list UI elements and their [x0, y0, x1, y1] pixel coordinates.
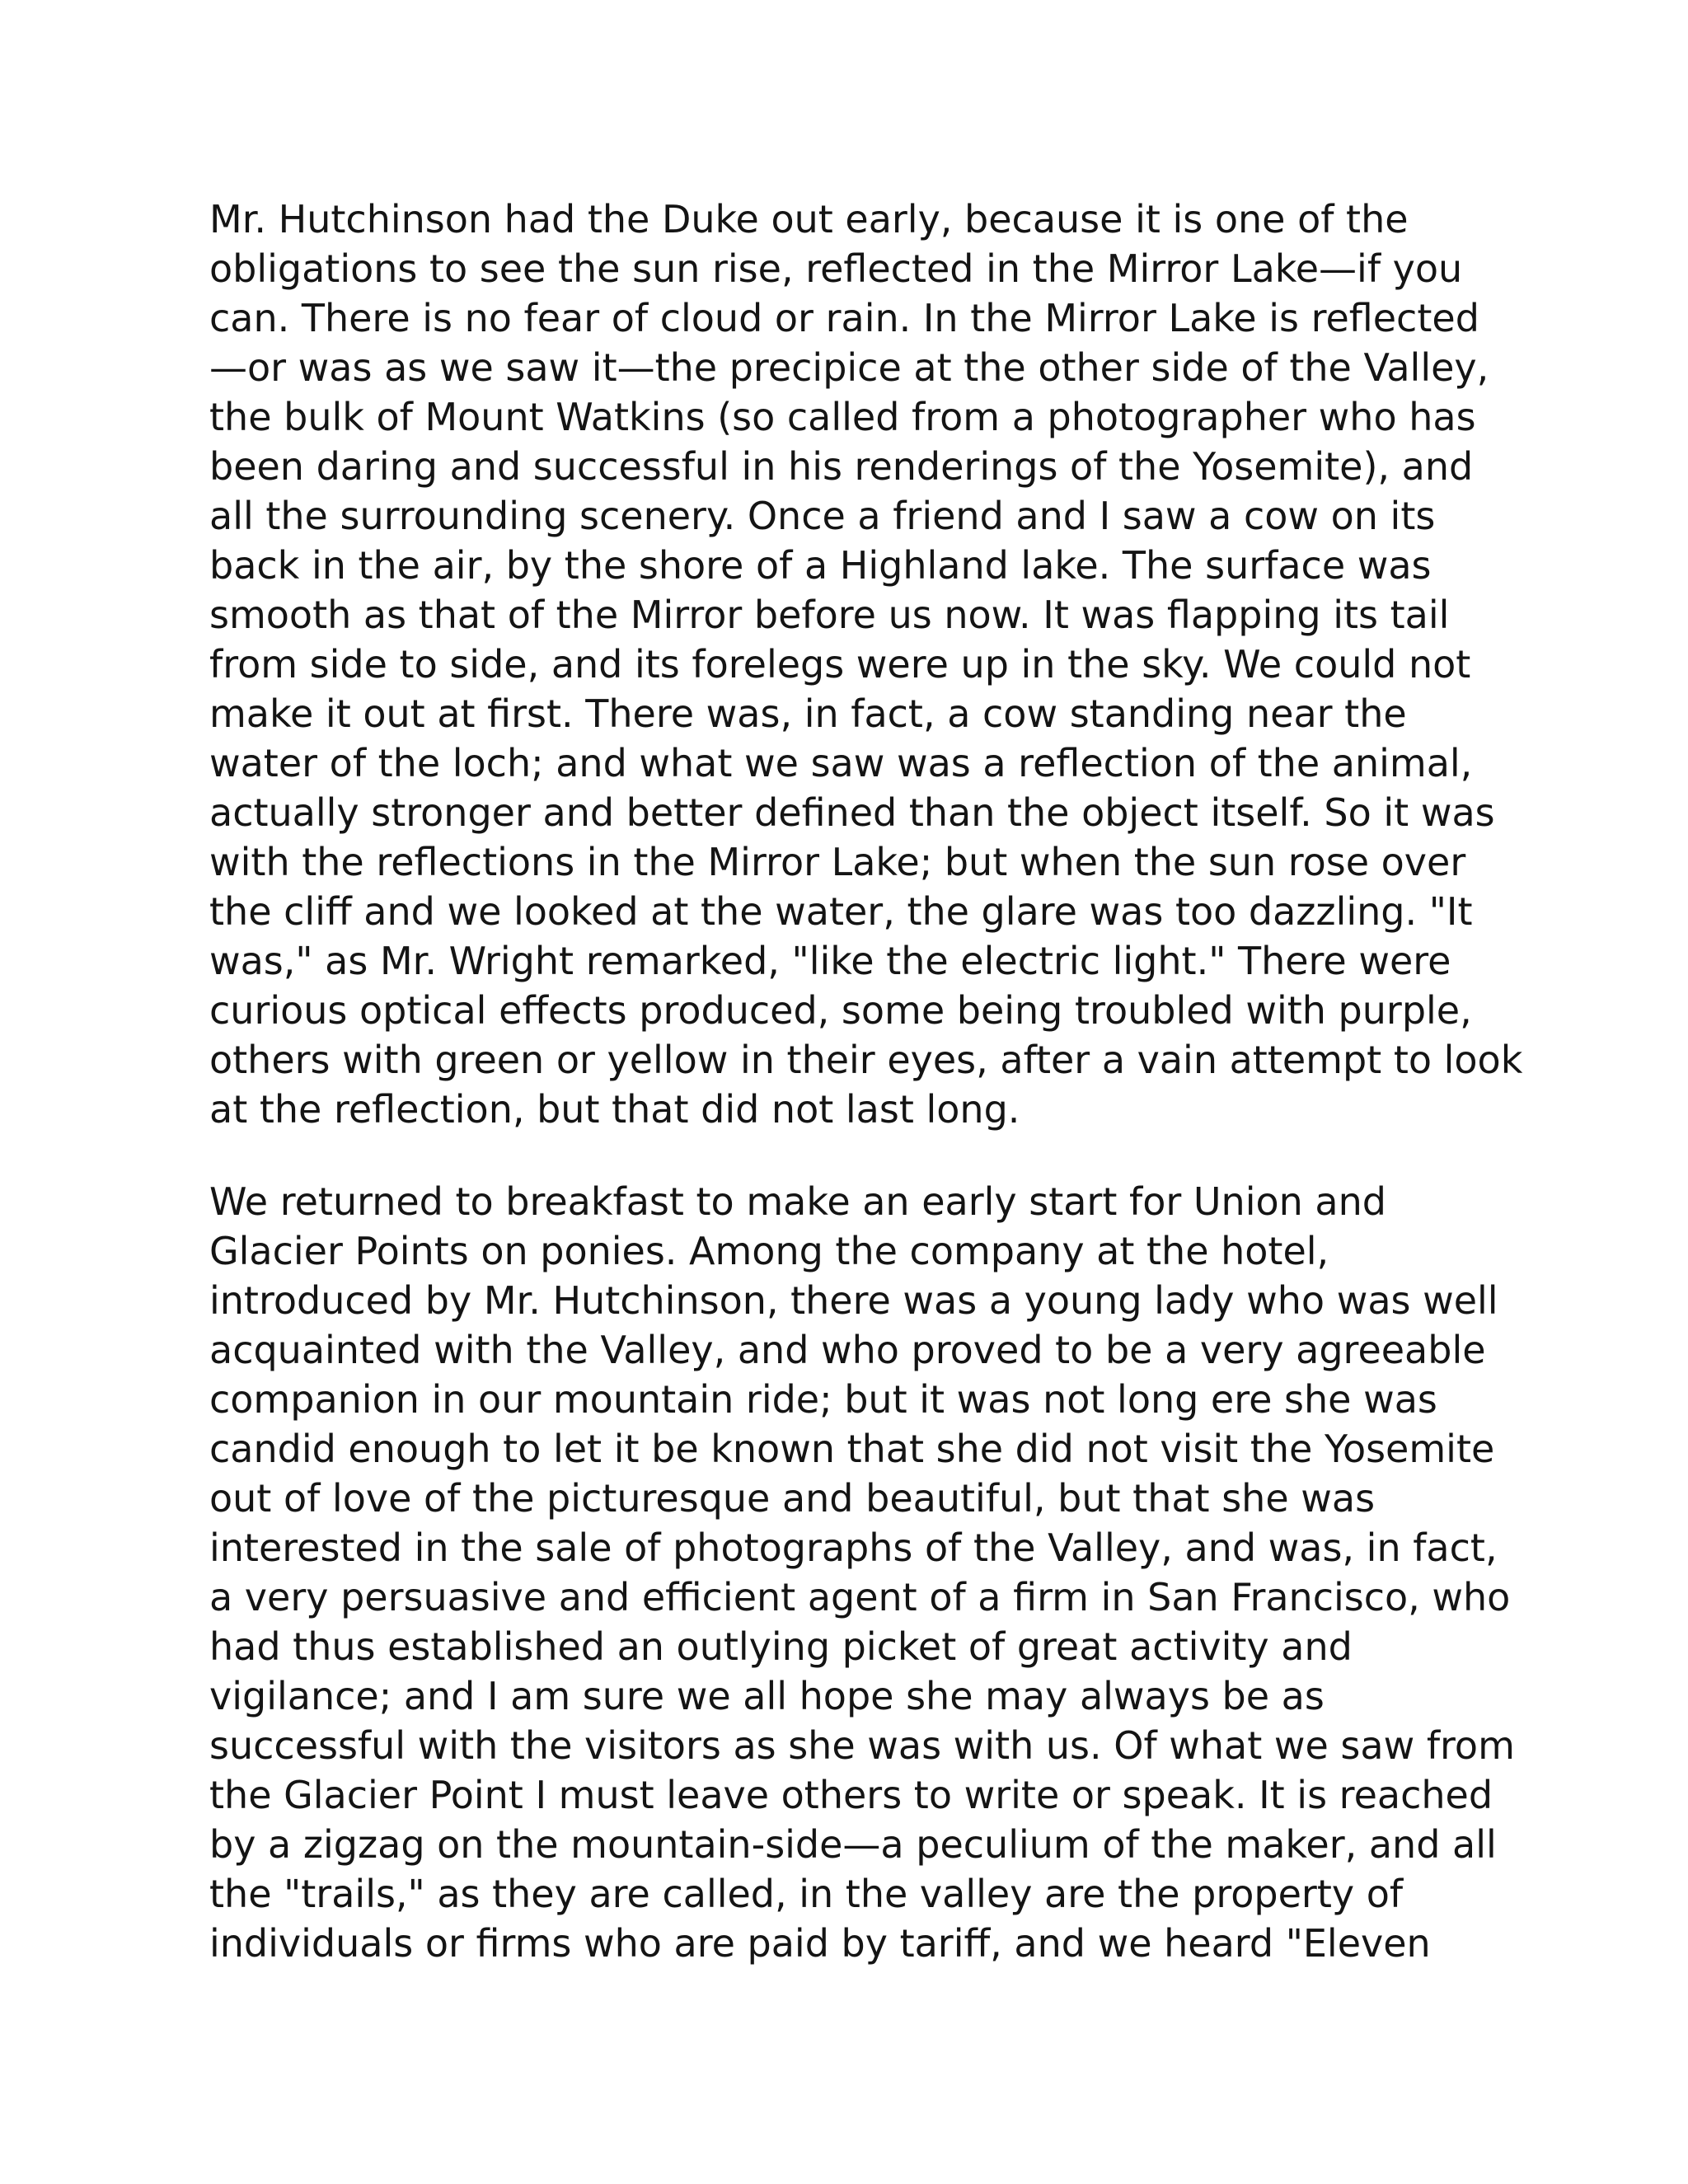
paragraph-spacer [209, 1134, 1479, 1177]
text-line: acquainted with the Valley, and who proved to be a very agreeable [209, 1328, 1486, 1372]
text-line: individuals or firms who are paid by tariff, and we heard "Eleven [209, 1921, 1431, 1966]
text-line: make it out at first. There was, in fact, a cow standing near the [209, 691, 1407, 736]
text-line: Glacier Points on ponies. Among the company at the hotel, [209, 1229, 1329, 1273]
text-line: successful with the visitors as she was with us. Of what we saw from [209, 1723, 1515, 1768]
text-line: at the reflection, but that did not last long. [209, 1087, 1020, 1132]
text-line: out of love of the picturesque and beautiful, but that she was [209, 1476, 1376, 1521]
paragraph-1 [209, 194, 1523, 1134]
text-line: from side to side, and its forelegs were up in the sky. We could not [209, 642, 1471, 687]
text-line: candid enough to let it be known that she did not visit the Yosemite [209, 1427, 1495, 1471]
text-line: We returned to breakfast to make an early start for Union and [209, 1179, 1386, 1224]
body-text [209, 194, 1523, 1968]
text-line: with the reflections in the Mirror Lake; but when the sun rose over [209, 840, 1466, 884]
text-line: obligations to see the sun rise, reflected in the Mirror Lake—if you [209, 246, 1463, 291]
text-line: companion in our mountain ride; but it was not long ere she was [209, 1377, 1437, 1422]
text-line: a very persuasive and efficient agent of a firm in San Francisco, who [209, 1575, 1511, 1619]
text-line: back in the air, by the shore of a Highland lake. The surface was [209, 543, 1432, 588]
text-line: actually stronger and better defined than the object itself. So it was [209, 790, 1495, 835]
text-line: the cliff and we looked at the water, the glare was too dazzling. "It [209, 889, 1473, 934]
text-line: by a zigzag on the mountain-side—a peculium of the maker, and all [209, 1822, 1497, 1867]
text-line: curious optical effects produced, some being troubled with purple, [209, 988, 1472, 1033]
text-line: interested in the sale of photographs of the Valley, and was, in fact, [209, 1526, 1498, 1570]
text-line: vigilance; and I am sure we all hope she may always be as [209, 1674, 1325, 1718]
text-line: all the surrounding scenery. Once a friend and I saw a cow on its [209, 494, 1436, 538]
text-line: been daring and successful in his renderings of the Yosemite), and [209, 444, 1474, 489]
paragraph-2 [209, 1177, 1515, 1968]
text-line: the Glacier Point I must leave others to write or speak. It is reached [209, 1773, 1493, 1817]
text-line: the "trails," as they are called, in the valley are the property of [209, 1872, 1404, 1916]
text-line: water of the loch; and what we saw was a reflection of the animal, [209, 741, 1473, 785]
text-line: was," as Mr. Wright remarked, "like the electric light." There were [209, 939, 1451, 983]
text-line: others with green or yellow in their eyes, after a vain attempt to look [209, 1038, 1523, 1082]
text-line: the bulk of Mount Watkins (so called from a photographer who has [209, 395, 1476, 439]
text-line: had thus established an outlying picket of great activity and [209, 1624, 1353, 1669]
text-line: introduced by Mr. Hutchinson, there was a young lady who was well [209, 1278, 1498, 1323]
text-line: can. There is no fear of cloud or rain. In the Mirror Lake is reflected [209, 296, 1479, 340]
text-line: smooth as that of the Mirror before us now. It was flapping its tail [209, 593, 1450, 637]
text-line: —or was as we saw it—the precipice at the other side of the Valley, [209, 345, 1489, 390]
text-line: Mr. Hutchinson had the Duke out early, because it is one of the [209, 197, 1409, 241]
